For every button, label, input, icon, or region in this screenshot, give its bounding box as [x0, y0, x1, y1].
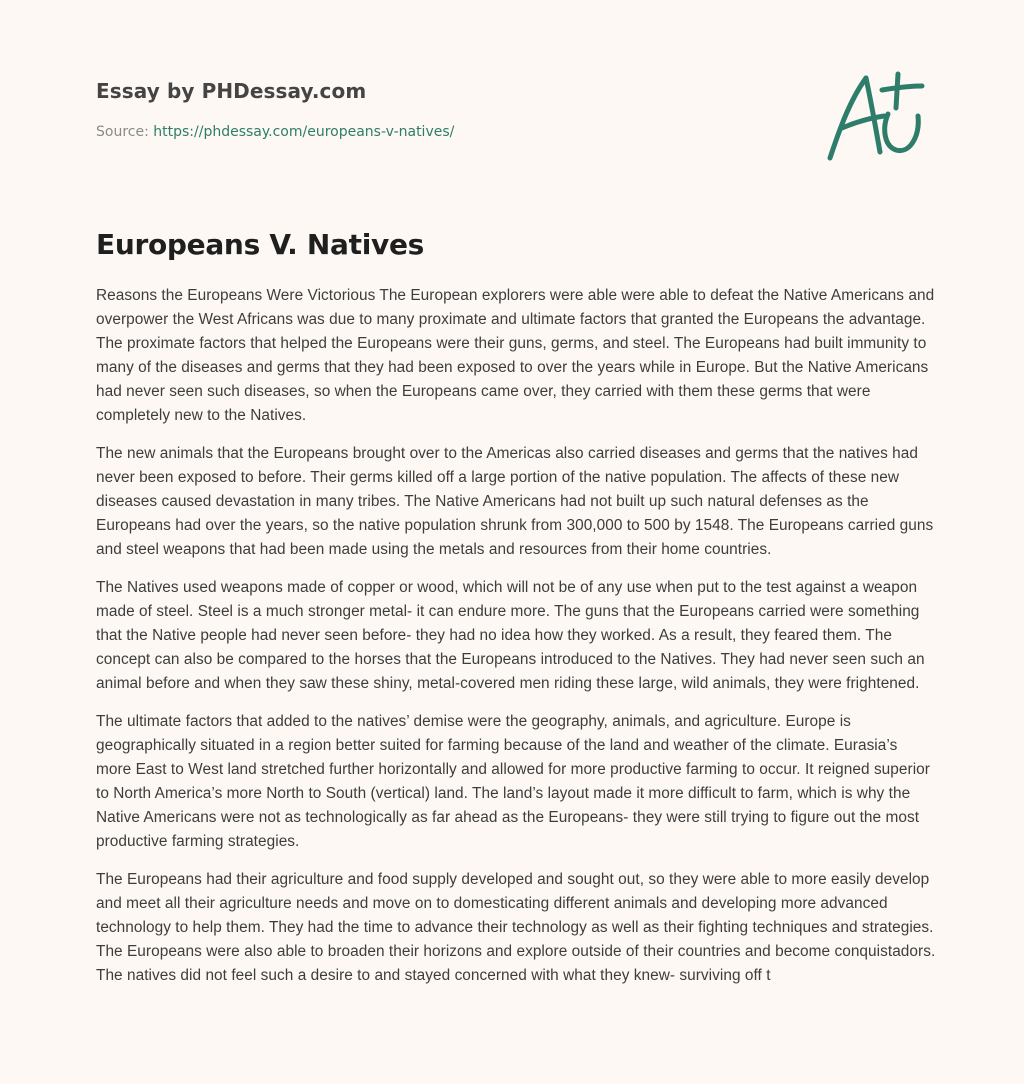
- essay-body: [96, 284, 936, 1002]
- essay-paragraph: The Natives used weapons made of copper or wood, which will not be of any use when put to the test against a weapon made of steel. Steel is a much stronger metal- it can endure more. The guns that the Europeans carried were something that the Native people had never seen before- they had no idea how they worked. As a result, they feared them. The concept can also be compared to the horses that the Europeans introduced to the Natives. They had never seen such an animal before and when they saw these shiny, metal-covered men riding these large, wild animals, they were frightened.: [96, 579, 925, 692]
- source-line: [96, 122, 856, 142]
- page-header: [96, 78, 856, 142]
- site-brand: Essay by PHDessay.com: [96, 79, 367, 103]
- essay-paragraph: Reasons the Europeans Were Victorious The European explorers were able were able to defeat the Native Americans and overpower the West Africans was due to many proximate and ultimate factors that granted the Europeans the advantage. The proximate factors that helped the Europeans were their guns, germs, and steel. The Europeans had built immunity to many of the diseases and germs that they had been exposed to over the years while in Europe. But the Native Americans had never seen such diseases, so when the Europeans came over, they carried with them these germs that were completely new to the Natives.: [96, 287, 935, 424]
- essay-paragraph: The Europeans had their agriculture and food supply developed and sought out, so they were able to more easily develop and meet all their agriculture needs and move on to domesticating different animals and developing more advanced technology to help them. They had the time to advance their technology as well as their fighting techniques and strategies. The Europeans were also able to broaden their horizons and explore outside of their countries and become conquistadors. The natives did not feel such a desire to and stayed concerned with what they knew- surviving off t: [96, 871, 936, 984]
- essay-paragraph: The new animals that the Europeans brought over to the Americas also carried diseases and germs that the natives had never been exposed to before. Their germs killed off a large portion of the native population. The affects of these new diseases caused devastation in many tribes. The Native Americans had not built up such natural defenses as the Europeans had over the years, so the native population shrunk from 300,000 to 500 by 1548. The Europeans carried guns and steel weapons that had been made using the metals and resources from their home countries.: [96, 445, 934, 558]
- source-link[interactable]: https://phdessay.com/europeans-v-natives/: [153, 124, 455, 140]
- essay-title: Europeans V. Natives: [96, 228, 425, 261]
- essay-paragraph: The ultimate factors that added to the natives’ demise were the geography, animals, and agriculture. Europe is geographically situated in a region better suited for farming because of the land and weather of the climate. Eurasia’s more East to West land stretched further horizontally and allowed for more productive farming to occur. It reigned superior to North America’s more North to South (vertical) land. The land’s layout made it more difficult to farm, which is why the Native Americans were not as technologically as far ahead as the Europeans- they were still trying to figure out the most productive farming strategies.: [96, 713, 930, 850]
- source-label: Source:: [96, 124, 154, 140]
- a-plus-logo-icon: [822, 66, 932, 166]
